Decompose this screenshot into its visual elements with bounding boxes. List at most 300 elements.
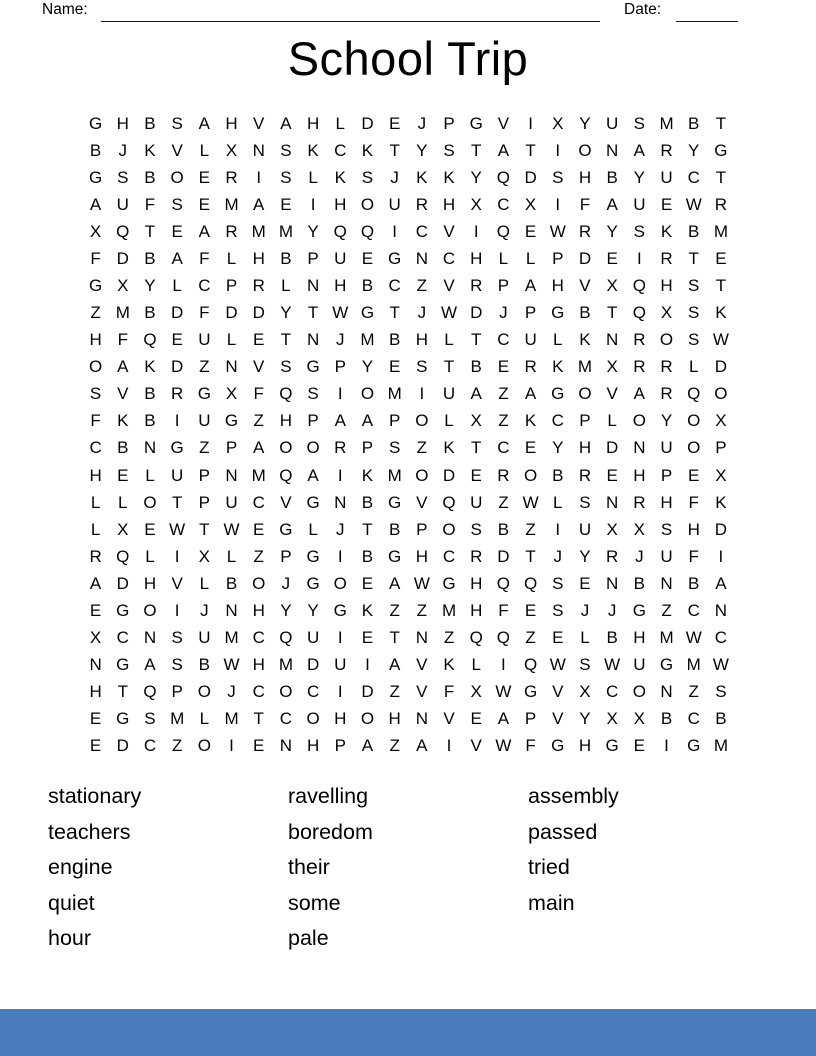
grid-letter: B xyxy=(117,438,129,458)
grid-letter: G xyxy=(116,709,130,729)
grid-letter: L xyxy=(444,411,454,431)
grid-letter: B xyxy=(144,411,156,431)
grid-letter: I xyxy=(256,167,262,187)
grid-letter: X xyxy=(117,276,129,295)
grid-letter: R xyxy=(470,276,483,295)
grid-letter: X xyxy=(633,709,646,729)
grid-letter: M xyxy=(251,465,266,485)
grid-letter: P xyxy=(334,736,346,756)
grid-letter: A xyxy=(253,438,265,458)
grid-letter: P xyxy=(334,357,346,377)
grid-letter: D xyxy=(606,438,619,458)
grid-letter: U xyxy=(225,492,238,512)
grid-letter: O xyxy=(578,140,592,160)
grid-letter: R xyxy=(225,167,238,187)
grid-letter: T xyxy=(715,276,727,295)
grid-letter: K xyxy=(307,140,319,160)
grid-letter: K xyxy=(361,600,374,620)
grid-letter: K xyxy=(715,303,727,323)
grid-letter: Q xyxy=(632,276,646,295)
grid-letter: E xyxy=(361,628,374,648)
grid-letter: T xyxy=(606,303,618,323)
grid-letter: J xyxy=(417,303,427,323)
grid-letter: S xyxy=(89,384,102,404)
grid-letter: P xyxy=(361,438,374,458)
grid-letter: A xyxy=(361,411,374,431)
grid-letter: T xyxy=(280,330,292,350)
grid-letter: H xyxy=(279,411,293,431)
grid-letter: H xyxy=(633,465,646,485)
grid-letter: M xyxy=(224,709,239,729)
grid-letter: J xyxy=(607,600,617,620)
grid-letter: Y xyxy=(579,113,591,133)
grid-letter: H xyxy=(551,276,564,295)
grid-letter: U xyxy=(633,194,646,214)
grid-letter: G xyxy=(88,276,103,295)
grid-letter: W xyxy=(169,519,186,539)
grid-letter: W xyxy=(685,194,702,214)
grid-letter: X xyxy=(660,303,673,323)
grid-letter: E xyxy=(89,736,102,756)
grid-letter: E xyxy=(361,248,374,268)
word-list-column xyxy=(288,779,528,957)
grid-letter: X xyxy=(117,519,129,539)
grid-letter: K xyxy=(361,465,374,485)
grid-letter: U xyxy=(470,492,483,512)
grid-letter: C xyxy=(687,600,700,620)
grid-letter: O xyxy=(442,519,456,539)
grid-letter: J xyxy=(390,167,399,187)
grid-letter: O xyxy=(143,600,157,620)
grid-letter: M xyxy=(713,221,728,241)
grid-letter: M xyxy=(713,736,728,756)
grid-letter: M xyxy=(278,655,293,675)
grid-letter: I xyxy=(446,736,452,756)
grid-letter: Z xyxy=(199,438,210,458)
grid-letter: I xyxy=(174,600,180,620)
grid-letter: H xyxy=(225,113,238,133)
grid-letter: B xyxy=(280,248,292,268)
grid-letter: M xyxy=(387,384,402,404)
grid-letter: Q xyxy=(469,628,483,648)
grid-letter: J xyxy=(499,303,508,323)
grid-letter: T xyxy=(715,167,727,187)
grid-letter: V xyxy=(253,113,265,133)
footer-bar xyxy=(0,1009,816,1056)
grid-letter: O xyxy=(143,492,157,512)
grid-letter: C xyxy=(415,221,428,241)
grid-letter: T xyxy=(171,492,183,512)
grid-letter: C xyxy=(497,330,510,350)
grid-letter: M xyxy=(659,628,674,648)
grid-letter: H xyxy=(687,519,700,539)
grid-letter: B xyxy=(225,573,238,593)
grid-letter: D xyxy=(171,303,184,323)
grid-letter: Q xyxy=(632,303,646,323)
grid-letter: L xyxy=(118,492,128,512)
grid-letter: J xyxy=(336,519,345,539)
grid-letter: A xyxy=(388,573,401,593)
grid-letter: O xyxy=(360,194,375,214)
grid-letter: W xyxy=(441,303,458,323)
grid-letter: R xyxy=(497,465,510,485)
grid-letter: N xyxy=(225,465,238,485)
grid-letter: K xyxy=(715,492,727,512)
grid-letter: O xyxy=(687,438,701,458)
grid-letter: R xyxy=(633,492,646,512)
grid-letter: X xyxy=(524,194,537,214)
grid-letter: Z xyxy=(389,736,400,756)
grid-letter: A xyxy=(280,113,292,133)
grid-letter: J xyxy=(118,140,128,160)
grid-letter: K xyxy=(117,411,129,431)
grid-letter: A xyxy=(497,140,510,160)
grid-letter: P xyxy=(225,438,238,458)
grid-letter: I xyxy=(174,546,180,566)
grid-letter: J xyxy=(553,546,563,566)
grid-letter: N xyxy=(225,357,238,377)
grid-letter: A xyxy=(89,194,102,214)
grid-letter: T xyxy=(389,303,400,323)
grid-letter: Q xyxy=(523,655,538,675)
grid-letter: T xyxy=(362,519,373,539)
grid-letter: O xyxy=(632,411,646,431)
grid-letter: E xyxy=(388,113,401,133)
grid-letter: F xyxy=(443,682,455,702)
grid-letter: B xyxy=(552,465,564,485)
grid-letter: O xyxy=(687,411,701,431)
grid-letter: H xyxy=(470,600,483,620)
date-label: Date: xyxy=(624,1,662,18)
grid-letter: A xyxy=(198,113,211,133)
grid-letter: F xyxy=(253,384,264,404)
grid-letter: N xyxy=(660,573,673,593)
grid-letter: J xyxy=(635,546,644,566)
grid-letter: E xyxy=(171,330,183,350)
grid-letter: P xyxy=(225,276,238,295)
grid-letter: P xyxy=(280,546,292,566)
word-list-item: their xyxy=(288,855,330,879)
grid-letter: O xyxy=(279,682,293,702)
grid-letter: U xyxy=(606,113,619,133)
grid-letter: K xyxy=(579,330,591,350)
grid-letter: G xyxy=(88,113,103,133)
grid-letter: V xyxy=(280,492,292,512)
grid-letter: G xyxy=(687,736,701,756)
grid-letter: Y xyxy=(307,221,319,241)
grid-letter: A xyxy=(497,709,510,729)
word-list-item: teachers xyxy=(48,819,131,844)
grid-letter: L xyxy=(226,248,237,268)
grid-letter: K xyxy=(660,221,673,241)
grid-letter: D xyxy=(442,465,456,485)
grid-letter: T xyxy=(525,140,536,160)
grid-letter: C xyxy=(116,628,129,648)
grid-letter: R xyxy=(660,248,673,268)
grid-letter: Q xyxy=(496,573,511,593)
grid-letter: J xyxy=(200,600,209,620)
grid-letter: K xyxy=(416,167,428,187)
grid-letter: B xyxy=(361,546,374,566)
grid-letter: S xyxy=(688,276,700,295)
grid-letter: N xyxy=(660,682,673,702)
grid-letter: K xyxy=(443,438,455,458)
grid-letter: B xyxy=(715,709,727,729)
grid-letter: X xyxy=(715,465,727,485)
grid-letter: I xyxy=(337,546,343,566)
grid-letter: R xyxy=(633,330,646,350)
grid-letter: F xyxy=(90,248,101,268)
word-list-item: stationary xyxy=(48,784,142,808)
grid-letter: H xyxy=(578,167,592,187)
grid-letter: D xyxy=(361,113,374,133)
puzzle-title: School Trip xyxy=(287,32,529,85)
grid-letter: F xyxy=(688,492,699,512)
grid-letter: G xyxy=(116,600,130,620)
grid-letter: R xyxy=(606,546,619,566)
grid-letter: E xyxy=(280,194,292,214)
grid-letter: F xyxy=(117,330,128,350)
grid-letter: S xyxy=(171,628,183,648)
grid-letter: G xyxy=(306,573,320,593)
grid-letter: D xyxy=(252,303,265,323)
grid-letter: P xyxy=(443,113,455,133)
grid-letter: Q xyxy=(279,465,293,485)
grid-letter: N xyxy=(606,330,619,350)
grid-letter: T xyxy=(443,357,455,377)
grid-letter: E xyxy=(497,357,510,377)
grid-letter: E xyxy=(715,248,727,268)
grid-letter: U xyxy=(660,546,673,566)
grid-letter: B xyxy=(361,492,374,512)
grid-letter: I xyxy=(636,248,642,268)
grid-letter: G xyxy=(469,113,483,133)
grid-letter: B xyxy=(688,221,700,241)
grid-letter: N xyxy=(89,655,102,675)
grid-letter: W xyxy=(332,303,349,323)
grid-letter: W xyxy=(604,655,621,675)
grid-letter: S xyxy=(280,140,292,160)
grid-letter: G xyxy=(605,736,619,756)
grid-letter: K xyxy=(361,140,374,160)
grid-letter: T xyxy=(688,248,699,268)
grid-letter: Q xyxy=(360,221,375,241)
grid-letter: L xyxy=(90,492,101,512)
grid-letter: E xyxy=(524,221,537,241)
grid-letter: Y xyxy=(144,276,156,295)
grid-letter: B xyxy=(606,628,618,648)
grid-letter: O xyxy=(659,330,674,350)
grid-letter: I xyxy=(337,682,343,702)
grid-letter: M xyxy=(251,221,266,241)
grid-letter: N xyxy=(606,573,619,593)
grid-letter: G xyxy=(551,384,565,404)
grid-letter: T xyxy=(144,221,156,241)
grid-letter: O xyxy=(306,438,320,458)
grid-letter: L xyxy=(281,276,291,295)
grid-letter: R xyxy=(633,357,646,377)
grid-letter: D xyxy=(714,357,728,377)
grid-letter: B xyxy=(579,303,591,323)
grid-letter: C xyxy=(606,682,619,702)
grid-letter: L xyxy=(199,573,210,593)
grid-letter: U xyxy=(306,628,320,648)
grid-letter: R xyxy=(578,465,592,485)
grid-letter: N xyxy=(606,140,619,160)
grid-letter: F xyxy=(498,600,509,620)
grid-letter: H xyxy=(470,573,483,593)
grid-letter: S xyxy=(416,357,428,377)
grid-letter: A xyxy=(171,248,183,268)
grid-letter: E xyxy=(470,709,482,729)
grid-letter: C xyxy=(252,682,265,702)
grid-letter: E xyxy=(579,573,591,593)
grid-letter: L xyxy=(308,167,318,187)
grid-letter: Y xyxy=(633,167,646,187)
grid-letter: U xyxy=(198,411,211,431)
grid-letter: O xyxy=(360,384,375,404)
grid-letter: X xyxy=(606,519,618,539)
grid-letter: L xyxy=(498,248,509,268)
grid-letter: O xyxy=(523,465,538,485)
grid-letter: E xyxy=(171,221,183,241)
grid-letter: O xyxy=(279,438,293,458)
grid-letter: Z xyxy=(171,736,183,756)
grid-letter: D xyxy=(225,303,238,323)
grid-letter: L xyxy=(688,357,699,377)
grid-letter: N xyxy=(306,330,320,350)
grid-letter: H xyxy=(334,276,347,295)
grid-letter: I xyxy=(528,113,533,133)
grid-letter: R xyxy=(578,221,592,241)
grid-letter: N xyxy=(415,248,428,268)
grid-letter: D xyxy=(578,248,592,268)
grid-letter: S xyxy=(633,113,646,133)
grid-letter: D xyxy=(116,736,129,756)
grid-letter: A xyxy=(715,573,727,593)
grid-letter: V xyxy=(470,736,482,756)
grid-letter: R xyxy=(252,276,265,295)
grid-letter: Q xyxy=(687,384,701,404)
grid-letter: P xyxy=(552,248,564,268)
grid-letter: L xyxy=(199,709,210,729)
grid-letter: I xyxy=(229,736,234,756)
grid-letter: W xyxy=(549,221,566,241)
grid-letter: C xyxy=(442,248,456,268)
grid-letter: U xyxy=(524,330,537,350)
grid-letter: C xyxy=(143,736,157,756)
grid-letter: M xyxy=(224,194,239,214)
grid-letter: B xyxy=(497,519,510,539)
grid-letter: S xyxy=(171,113,183,133)
grid-letter: E xyxy=(89,600,102,620)
grid-letter: R xyxy=(89,546,102,566)
grid-letter: D xyxy=(116,248,129,268)
grid-letter: V xyxy=(552,709,564,729)
grid-letter: E xyxy=(361,573,374,593)
grid-letter: C xyxy=(442,546,456,566)
grid-letter: R xyxy=(334,438,347,458)
word-list-item: pale xyxy=(288,926,329,950)
grid-letter: M xyxy=(115,303,130,323)
grid-letter: W xyxy=(712,655,729,675)
grid-letter: T xyxy=(389,140,400,160)
grid-letter: D xyxy=(524,167,537,187)
grid-letter: K xyxy=(552,357,564,377)
grid-letter: G xyxy=(116,655,130,675)
grid-letter: N xyxy=(252,140,265,160)
grid-letter: H xyxy=(116,113,129,133)
grid-letter: S xyxy=(171,194,183,214)
word-list-item: assembly xyxy=(528,784,619,808)
grid-letter: L xyxy=(90,519,101,539)
grid-letter: X xyxy=(606,357,618,377)
grid-letter: C xyxy=(279,709,293,729)
grid-letter: S xyxy=(171,655,183,675)
grid-letter: W xyxy=(549,655,566,675)
grid-letter: C xyxy=(306,682,320,702)
grid-letter: T xyxy=(117,682,128,702)
grid-letter: V xyxy=(171,573,183,593)
grid-letter: U xyxy=(116,194,129,214)
grid-letter: M xyxy=(170,709,185,729)
grid-letter: O xyxy=(252,573,266,593)
grid-letter: R xyxy=(660,357,673,377)
grid-letter: G xyxy=(306,492,320,512)
grid-letter: X xyxy=(715,411,727,431)
grid-letter: C xyxy=(497,194,510,214)
grid-letter: M xyxy=(387,465,402,485)
grid-letter: X xyxy=(606,709,618,729)
grid-letter: O xyxy=(170,167,184,187)
grid-letter: U xyxy=(660,438,673,458)
grid-letter: S xyxy=(470,519,482,539)
grid-letter: X xyxy=(89,221,102,241)
grid-letter: D xyxy=(470,303,483,323)
grid-letter: Q xyxy=(333,221,347,241)
grid-letter: F xyxy=(579,194,591,214)
grid-letter: A xyxy=(416,736,428,756)
grid-letter: E xyxy=(198,167,211,187)
grid-letter: V xyxy=(253,357,265,377)
grid-letter: M xyxy=(441,600,457,620)
grid-letter: H xyxy=(578,438,592,458)
grid-letter: I xyxy=(718,546,724,566)
grid-letter: C xyxy=(551,411,564,431)
name-blank-line xyxy=(101,21,600,22)
grid-letter: L xyxy=(226,330,237,350)
grid-letter: K xyxy=(443,167,455,187)
grid-letter: R xyxy=(524,357,537,377)
grid-letter: R xyxy=(470,546,483,566)
word-list-item: tried xyxy=(528,855,570,879)
grid-letter: P xyxy=(579,411,591,431)
grid-letter: W xyxy=(413,573,430,593)
grid-letter: I xyxy=(337,628,343,648)
grid-letter: S xyxy=(715,682,727,702)
grid-letter: G xyxy=(659,655,674,675)
grid-letter: T xyxy=(199,519,210,539)
grid-letter: C xyxy=(687,709,700,729)
grid-letter: Q xyxy=(496,167,511,187)
grid-letter: P xyxy=(524,303,537,323)
grid-letter: R xyxy=(660,140,673,160)
grid-letter: S xyxy=(633,221,646,241)
grid-letter: G xyxy=(224,411,239,431)
grid-letter: C xyxy=(89,438,102,458)
grid-letter: R xyxy=(171,384,184,404)
grid-letter: L xyxy=(444,330,454,350)
